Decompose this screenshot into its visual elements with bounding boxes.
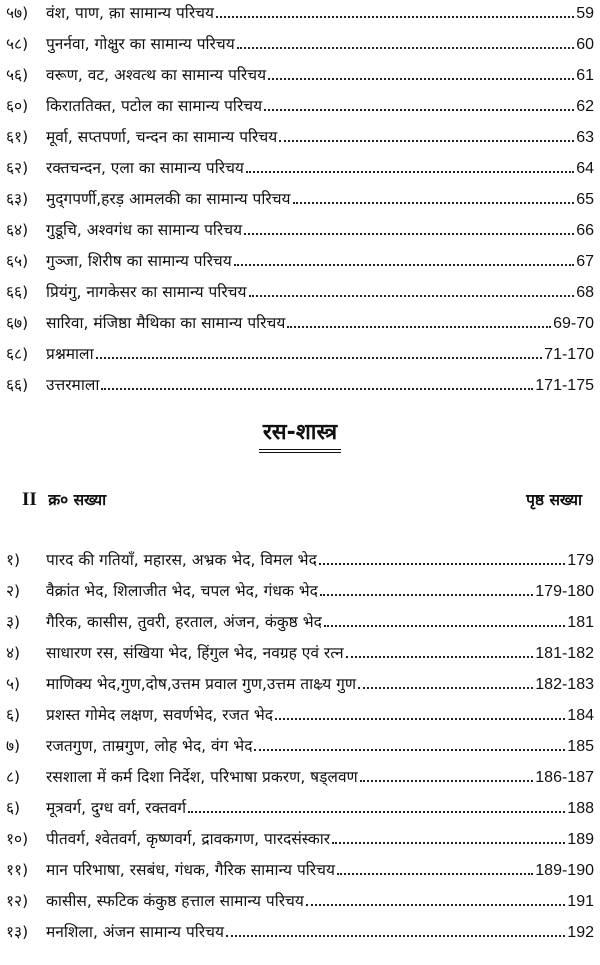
toc-row	[6, 911, 594, 942]
page-number: 69-70	[553, 314, 594, 332]
dot-leader	[188, 811, 565, 813]
dot-leader	[249, 295, 575, 297]
item-title: कासीस, स्फटिक कंकुष्ठ हत्ताल सामान्य परिचय	[46, 892, 304, 911]
item-number: ५८)	[6, 35, 29, 54]
item-number: ६)	[6, 799, 21, 818]
page-number: 184	[567, 706, 594, 724]
item-title: सारिवा, मंजिष्ठा मैथिका का सामान्य परिचय	[46, 314, 286, 333]
item-title: रसशाला में कर्म दिशा निर्देश, परिभाषा प्रकरण, षड्‌लवण	[46, 768, 358, 787]
item-number: १०)	[6, 830, 29, 849]
dot-leader	[101, 388, 533, 390]
page-number: 192	[567, 923, 594, 941]
toc-row	[6, 539, 594, 570]
dot-leader	[293, 202, 575, 204]
column-header	[22, 488, 582, 514]
item-title: रक्तचन्दन, एला का सामान्य परिचय	[46, 159, 244, 178]
dot-leader	[237, 47, 574, 49]
toc-row	[6, 725, 594, 756]
toc-row	[6, 663, 594, 694]
item-title: वंश, पाण, क़ा सामान्य परिचय	[46, 4, 214, 23]
page-number: 181	[567, 613, 594, 631]
toc-row	[6, 570, 594, 601]
section-heading	[0, 416, 600, 453]
item-number: ६८)	[6, 345, 29, 364]
page-number: 186-187	[535, 768, 594, 786]
item-number: १३)	[6, 923, 29, 942]
page-number: 189	[567, 830, 594, 848]
item-title: उत्तरमाला	[46, 376, 100, 395]
item-number: २)	[6, 582, 21, 601]
part-numeral: II	[22, 489, 37, 510]
page-number: 179	[567, 551, 594, 569]
page-number: 68	[576, 283, 594, 301]
toc-row	[6, 147, 594, 178]
toc-row	[6, 601, 594, 632]
toc-row	[6, 880, 594, 911]
toc-row	[6, 209, 594, 240]
dot-leader	[254, 749, 565, 751]
page-number: 59	[576, 4, 594, 22]
item-title: गुञ्जा, शिरीष का सामान्य परिचय	[46, 252, 232, 271]
item-number: ६)	[6, 706, 21, 725]
page-number: 188	[567, 799, 594, 817]
toc-row	[6, 271, 594, 302]
item-number: ६१)	[6, 128, 29, 147]
dot-leader	[320, 594, 533, 596]
item-title: मनशिला, अंजन सामान्य परिचय	[46, 923, 224, 942]
dot-leader	[264, 109, 574, 111]
page-number: 71-170	[544, 345, 594, 363]
item-number: १)	[6, 551, 21, 570]
page-number: 64	[576, 159, 594, 177]
toc-row	[6, 178, 594, 209]
toc-row	[6, 333, 594, 364]
item-title: प्रश्नमाला	[46, 345, 94, 364]
toc-row	[6, 364, 594, 395]
item-number: ६५)	[6, 252, 29, 271]
page-number-label: पृष्ठ सख्या	[526, 491, 582, 509]
column-header-left	[22, 488, 106, 511]
item-number: ५६)	[6, 66, 29, 85]
serial-number-label: क्र० सख्या	[48, 491, 107, 509]
item-number: ६६)	[6, 376, 29, 395]
dot-leader	[337, 873, 533, 875]
dot-leader	[346, 656, 534, 658]
item-title: प्रियंगु, नागकेसर का सामान्य परिचय	[46, 283, 247, 302]
item-number: ६४)	[6, 221, 29, 240]
item-title: रजतगुण, ताम्रगुण, लोह भेद, वंग भेद	[46, 737, 253, 756]
toc-row	[6, 756, 594, 787]
item-title: साधारण रस, संखिया भेद, हिंगुल भेद, नवग्रह एवं रत्न	[46, 644, 344, 663]
toc-row	[6, 818, 594, 849]
toc-row	[6, 0, 594, 23]
page-number: 171-175	[535, 376, 594, 394]
toc-row	[6, 85, 594, 116]
dot-leader	[306, 904, 565, 906]
dot-leader	[234, 264, 574, 266]
item-number: ६०)	[6, 97, 29, 116]
dot-leader	[96, 357, 543, 359]
page-number: 67	[576, 252, 594, 270]
toc-row	[6, 54, 594, 85]
page-number: 185	[567, 737, 594, 755]
item-title: पारद की गतियाँ, महारस, अभ्रक भेद, विमल भेद	[46, 551, 317, 570]
item-title: पुनर्नवा, गोक्षुर का सामान्य परिचय	[46, 35, 235, 54]
dot-leader	[246, 171, 574, 173]
page-number: 63	[576, 128, 594, 146]
page-number: 65	[576, 190, 594, 208]
item-title: मुद्‌गपर्णी,हरड़ आमलकी का सामान्य परिचय	[46, 190, 291, 209]
dot-leader	[324, 625, 565, 627]
dot-leader	[244, 233, 574, 235]
dot-leader	[332, 842, 565, 844]
page-number: 62	[576, 97, 594, 115]
item-title: मूत्रवर्ग, दुग्ध वर्ग, रक्तवर्ग	[46, 799, 187, 818]
dot-leader	[268, 78, 574, 80]
item-title: वैक्रांत भेद, शिलाजीत भेद, चपल भेद, गंधक भेद	[46, 582, 318, 601]
item-number: ६७)	[6, 314, 29, 333]
item-number: ५)	[6, 675, 21, 694]
item-number: ६६)	[6, 283, 29, 302]
item-number: ५७)	[6, 4, 29, 23]
dot-leader	[319, 563, 565, 565]
toc-row	[6, 694, 594, 725]
toc-row	[6, 23, 594, 54]
dot-leader	[226, 935, 565, 937]
item-number: ११)	[6, 861, 29, 880]
item-title: माणिक्य भेद,गुण,दोष,उत्तम प्रवाल गुण,उत्तम ताक्ष्र्य गुण	[46, 675, 357, 694]
toc-row	[6, 116, 594, 147]
page-number: 61	[576, 66, 594, 84]
dot-leader	[360, 780, 534, 782]
item-number: ४)	[6, 644, 21, 663]
page-number: 66	[576, 221, 594, 239]
toc-row	[6, 632, 594, 663]
page-number: 182-183	[535, 675, 594, 693]
section-title: रस-शास्त्र	[259, 416, 341, 453]
item-title: प्रशस्त गोमेद लक्षण, सवर्णभेद, रजत भेद	[46, 706, 274, 725]
item-number: ६२)	[6, 159, 29, 178]
item-title: किराततिक्त, पटोल का सामान्य परिचय	[46, 97, 263, 116]
toc-row	[6, 787, 594, 818]
toc-row	[6, 240, 594, 271]
item-number: ७)	[6, 737, 21, 756]
item-number: ६३)	[6, 190, 29, 209]
item-number: ८)	[6, 768, 21, 787]
toc-row	[6, 849, 594, 880]
item-number: १२)	[6, 892, 29, 911]
item-number: ३)	[6, 613, 21, 632]
page-number: 191	[567, 892, 594, 910]
item-title: वरूण, वट, अश्वत्थ का सामान्य परिचय	[46, 66, 267, 85]
dot-leader	[279, 140, 574, 142]
page-number: 60	[576, 35, 594, 53]
page-number: 189-190	[535, 861, 594, 879]
item-title: गुडूचि, अश्वगंध का सामान्य परिचय	[46, 221, 243, 240]
dot-leader	[216, 16, 574, 18]
dot-leader	[275, 718, 565, 720]
item-title: गैरिक, कासीस, तुवरी, हरताल, अंजन, कंकुष्ठ भेद	[46, 613, 322, 632]
page-number: 179-180	[535, 582, 594, 600]
dot-leader	[358, 687, 533, 689]
dot-leader	[287, 326, 551, 328]
toc-row	[6, 302, 594, 333]
item-title: मान परिभाषा, रसबंध, गंधक, गैरिक सामान्य परिचय	[46, 861, 335, 880]
item-title: पीतवर्ग, श्वेतवर्ग, कृष्णवर्ग, द्रावकगण, पारदसंस्कार	[46, 830, 331, 849]
item-title: मूर्वा, सप्तपर्णा, चन्दन का सामान्य परिचय	[46, 128, 278, 147]
page-number: 181-182	[535, 644, 594, 662]
